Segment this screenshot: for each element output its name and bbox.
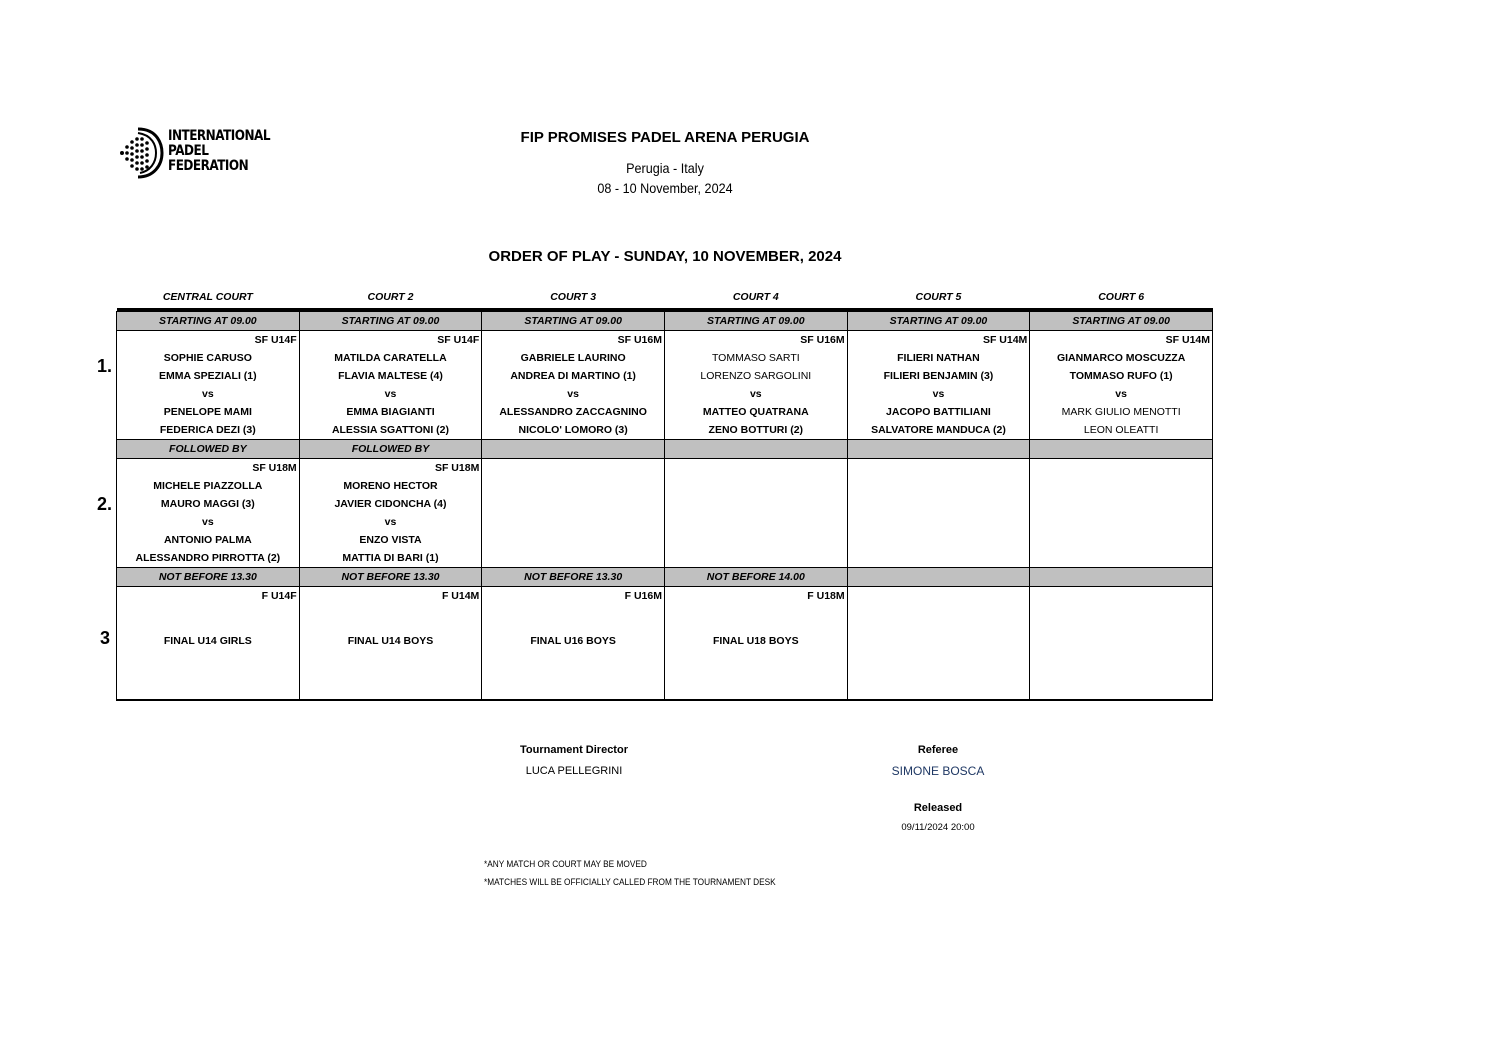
- time-band: STARTING AT 09.00: [664, 312, 847, 331]
- match-category: F U14M: [299, 587, 482, 606]
- player-name: FLAVIA MALTESE (4): [299, 367, 482, 385]
- player-name: ZENO BOTTURI (2): [664, 421, 847, 440]
- final-label: [847, 623, 1030, 659]
- player-name: SALVATORE MANDUCA (2): [847, 421, 1030, 440]
- match-category: [847, 459, 1030, 478]
- player-name: [1030, 531, 1213, 549]
- final-label: FINAL U14 BOYS: [299, 623, 482, 659]
- player-name: SOPHIE CARUSO: [117, 349, 300, 367]
- ipf-logo-icon: [118, 125, 166, 181]
- player-name: [664, 495, 847, 513]
- player-name: [1030, 549, 1213, 568]
- court-header: COURT 6: [1098, 291, 1145, 303]
- time-band: NOT BEFORE 13.30: [117, 568, 300, 587]
- time-band: [1030, 440, 1213, 459]
- time-band: [847, 440, 1030, 459]
- player-name: ANTONIO PALMA: [117, 531, 300, 549]
- player-name: MAURO MAGGI (3): [117, 495, 300, 513]
- round-1-time-band: [117, 312, 1213, 331]
- court-header: COURT 3: [550, 291, 597, 303]
- time-band: STARTING AT 09.00: [1030, 312, 1213, 331]
- player-name: TOMMASO SARTI: [664, 349, 847, 367]
- player-name: PENELOPE MAMI: [117, 403, 300, 421]
- player-name: ALESSANDRO PIRROTTA (2): [117, 549, 300, 568]
- released-label: Released: [913, 802, 963, 814]
- final-label: [1030, 623, 1213, 659]
- director-label: Tournament Director: [520, 744, 628, 756]
- referee-label: Referee: [917, 744, 959, 756]
- time-band: STARTING AT 09.00: [482, 312, 665, 331]
- court-header-row: [117, 286, 1213, 308]
- director-name: LUCA PELLEGRINI: [525, 765, 623, 777]
- player-name: LEON OLEATTI: [1030, 421, 1213, 440]
- match-category: SF U14M: [1030, 331, 1213, 350]
- ipf-logo: [118, 125, 288, 183]
- player-name: MARK GIULIO MENOTTI: [1030, 403, 1213, 421]
- match-category: F U14F: [117, 587, 300, 606]
- match-category: SF U18M: [117, 459, 300, 478]
- player-name: LORENZO SARGOLINI: [664, 367, 847, 385]
- note-match-moved: *ANY MATCH OR COURT MAY BE MOVED: [484, 859, 647, 869]
- player-name: ANDREA DI MARTINO (1): [482, 367, 665, 385]
- round-number-2: 2.: [96, 494, 112, 514]
- player-name: [847, 495, 1030, 513]
- versus-label: vs: [1030, 385, 1213, 403]
- match-category: F U18M: [664, 587, 847, 606]
- final-label: FINAL U16 BOYS: [482, 623, 665, 659]
- player-name: MORENO HECTOR: [299, 477, 482, 495]
- time-band: NOT BEFORE 13.30: [482, 568, 665, 587]
- order-of-play-grid: [116, 286, 1213, 701]
- player-name: [664, 477, 847, 495]
- time-band: STARTING AT 09.00: [847, 312, 1030, 331]
- match-category: SF U14F: [299, 331, 482, 350]
- time-band: FOLLOWED BY: [299, 440, 482, 459]
- player-name: [847, 531, 1030, 549]
- player-name: [847, 549, 1030, 568]
- player-name: TOMMASO RUFO (1): [1030, 367, 1213, 385]
- versus-label: [847, 513, 1030, 531]
- match-category: SF U18M: [299, 459, 482, 478]
- match-category: [664, 459, 847, 478]
- versus-label: vs: [482, 385, 665, 403]
- match-category: F U16M: [482, 587, 665, 606]
- match-category: [847, 587, 1030, 606]
- round-number-1: 1.: [96, 356, 112, 376]
- tournament-title: FIP PROMISES PADEL ARENA PERUGIA: [520, 129, 810, 146]
- player-name: EMMA SPEZIALI (1): [117, 367, 300, 385]
- tournament-city: Perugia - Italy: [626, 160, 704, 176]
- final-label: FINAL U14 GIRLS: [117, 623, 300, 659]
- player-name: [1030, 495, 1213, 513]
- player-name: FEDERICA DEZI (3): [117, 421, 300, 440]
- player-name: [482, 477, 665, 495]
- player-name: MATILDA CARATELLA: [299, 349, 482, 367]
- player-name: FILIERI NATHAN: [847, 349, 1030, 367]
- time-band: STARTING AT 09.00: [117, 312, 300, 331]
- player-name: [664, 531, 847, 549]
- versus-label: [482, 513, 665, 531]
- round-3-time-band: [117, 568, 1213, 587]
- match-category: SF U16M: [482, 331, 665, 350]
- tournament-dates: 08 - 10 November, 2024: [597, 180, 733, 196]
- time-band: NOT BEFORE 13.30: [299, 568, 482, 587]
- player-name: ALESSANDRO ZACCAGNINO: [482, 403, 665, 421]
- player-name: MICHELE PIAZZOLLA: [117, 477, 300, 495]
- player-name: JACOPO BATTILIANI: [847, 403, 1030, 421]
- match-category: [1030, 459, 1213, 478]
- player-name: [847, 477, 1030, 495]
- released-timestamp: 09/11/2024 20:00: [901, 822, 975, 833]
- player-name: MATTIA DI BARI (1): [299, 549, 482, 568]
- player-name: [482, 531, 665, 549]
- order-of-play-title: ORDER OF PLAY - SUNDAY, 10 NOVEMBER, 2024: [488, 248, 842, 265]
- player-name: JAVIER CIDONCHA (4): [299, 495, 482, 513]
- round-2-time-band: [117, 440, 1213, 459]
- court-header: COURT 5: [915, 291, 962, 303]
- player-name: [482, 549, 665, 568]
- versus-label: vs: [299, 385, 482, 403]
- versus-label: [1030, 513, 1213, 531]
- match-category: SF U14F: [117, 331, 300, 350]
- player-name: GABRIELE LAURINO: [482, 349, 665, 367]
- match-category: [1030, 587, 1213, 606]
- player-name: EMMA BIAGIANTI: [299, 403, 482, 421]
- court-header: COURT 2: [367, 291, 414, 303]
- time-band: STARTING AT 09.00: [299, 312, 482, 331]
- match-category: SF U14M: [847, 331, 1030, 350]
- player-name: ALESSIA SGATTONI (2): [299, 421, 482, 440]
- player-name: ENZO VISTA: [299, 531, 482, 549]
- versus-label: vs: [664, 385, 847, 403]
- time-band: [664, 440, 847, 459]
- versus-label: vs: [117, 385, 300, 403]
- versus-label: vs: [117, 513, 300, 531]
- court-header: CENTRAL COURT: [162, 291, 253, 303]
- final-label: FINAL U18 BOYS: [664, 623, 847, 659]
- time-band: NOT BEFORE 14.00: [664, 568, 847, 587]
- time-band: [1030, 568, 1213, 587]
- player-name: FILIERI BENJAMIN (3): [847, 367, 1030, 385]
- player-name: [664, 549, 847, 568]
- time-band: [482, 440, 665, 459]
- player-name: [482, 495, 665, 513]
- versus-label: [664, 513, 847, 531]
- match-category: [482, 459, 665, 478]
- player-name: [1030, 477, 1213, 495]
- versus-label: vs: [847, 385, 1030, 403]
- player-name: NICOLO' LOMORO (3): [482, 421, 665, 440]
- player-name: GIANMARCO MOSCUZZA: [1030, 349, 1213, 367]
- time-band: [847, 568, 1030, 587]
- match-category: SF U16M: [664, 331, 847, 350]
- time-band: FOLLOWED BY: [117, 440, 300, 459]
- player-name: MATTEO QUATRANA: [664, 403, 847, 421]
- ipf-logo-wordmark: INTERNATIONAL PADEL FEDERATION: [168, 128, 271, 174]
- court-header: COURT 4: [732, 291, 779, 303]
- round-number-3: 3: [99, 628, 110, 648]
- note-called-from-desk: *MATCHES WILL BE OFFICIALLY CALLED FROM THE TOURNAMENT DESK: [484, 877, 776, 887]
- versus-label: vs: [299, 513, 482, 531]
- referee-name: SIMONE BOSCA: [891, 764, 985, 778]
